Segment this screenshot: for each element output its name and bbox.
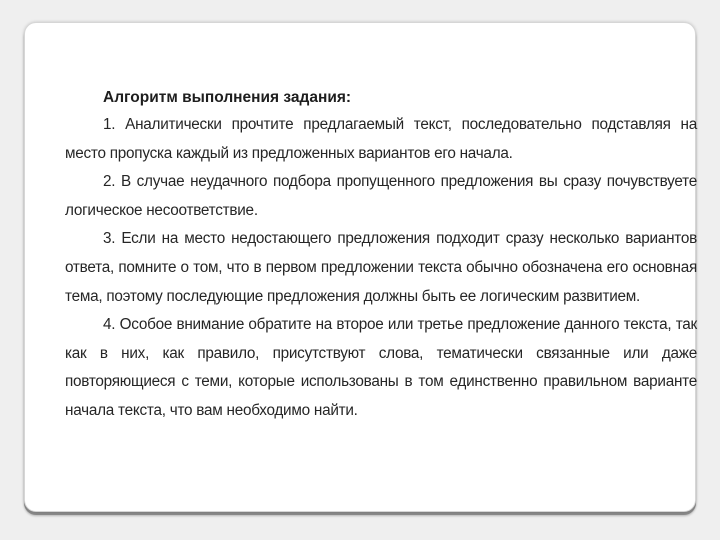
document-body: [65, 85, 697, 426]
paragraph-step-4: 4. Особое внимание обратите на второе или третье предложение данного текста, так как в них, как правило, присутствуют слова, тематически связанные или даже повторяющиеся с теми, которые использованы в том единственно правильном варианте начала текста, что вам необходимо найти.: [65, 316, 697, 419]
document-heading: Алгоритм выполнения задания:: [103, 89, 352, 106]
paragraph-step-2: 2. В случае неудачного подбора пропущенного предложения вы сразу почувствуете логическое несоответствие.: [65, 173, 697, 219]
paragraph-step-1: 1. Аналитически прочтите предлагаемый текст, последовательно подставляя на место пропуска каждый из предложенных вариантов его начала.: [65, 116, 697, 162]
paragraph-step-3: 3. Если на место недостающего предложения подходит сразу несколько вариантов ответа, помните о том, что в первом предложении текста обычно обозначена его основная тема, поэтому последующие предложения должны быть ее логическим развитием.: [65, 230, 697, 305]
slide-card: [24, 22, 696, 512]
